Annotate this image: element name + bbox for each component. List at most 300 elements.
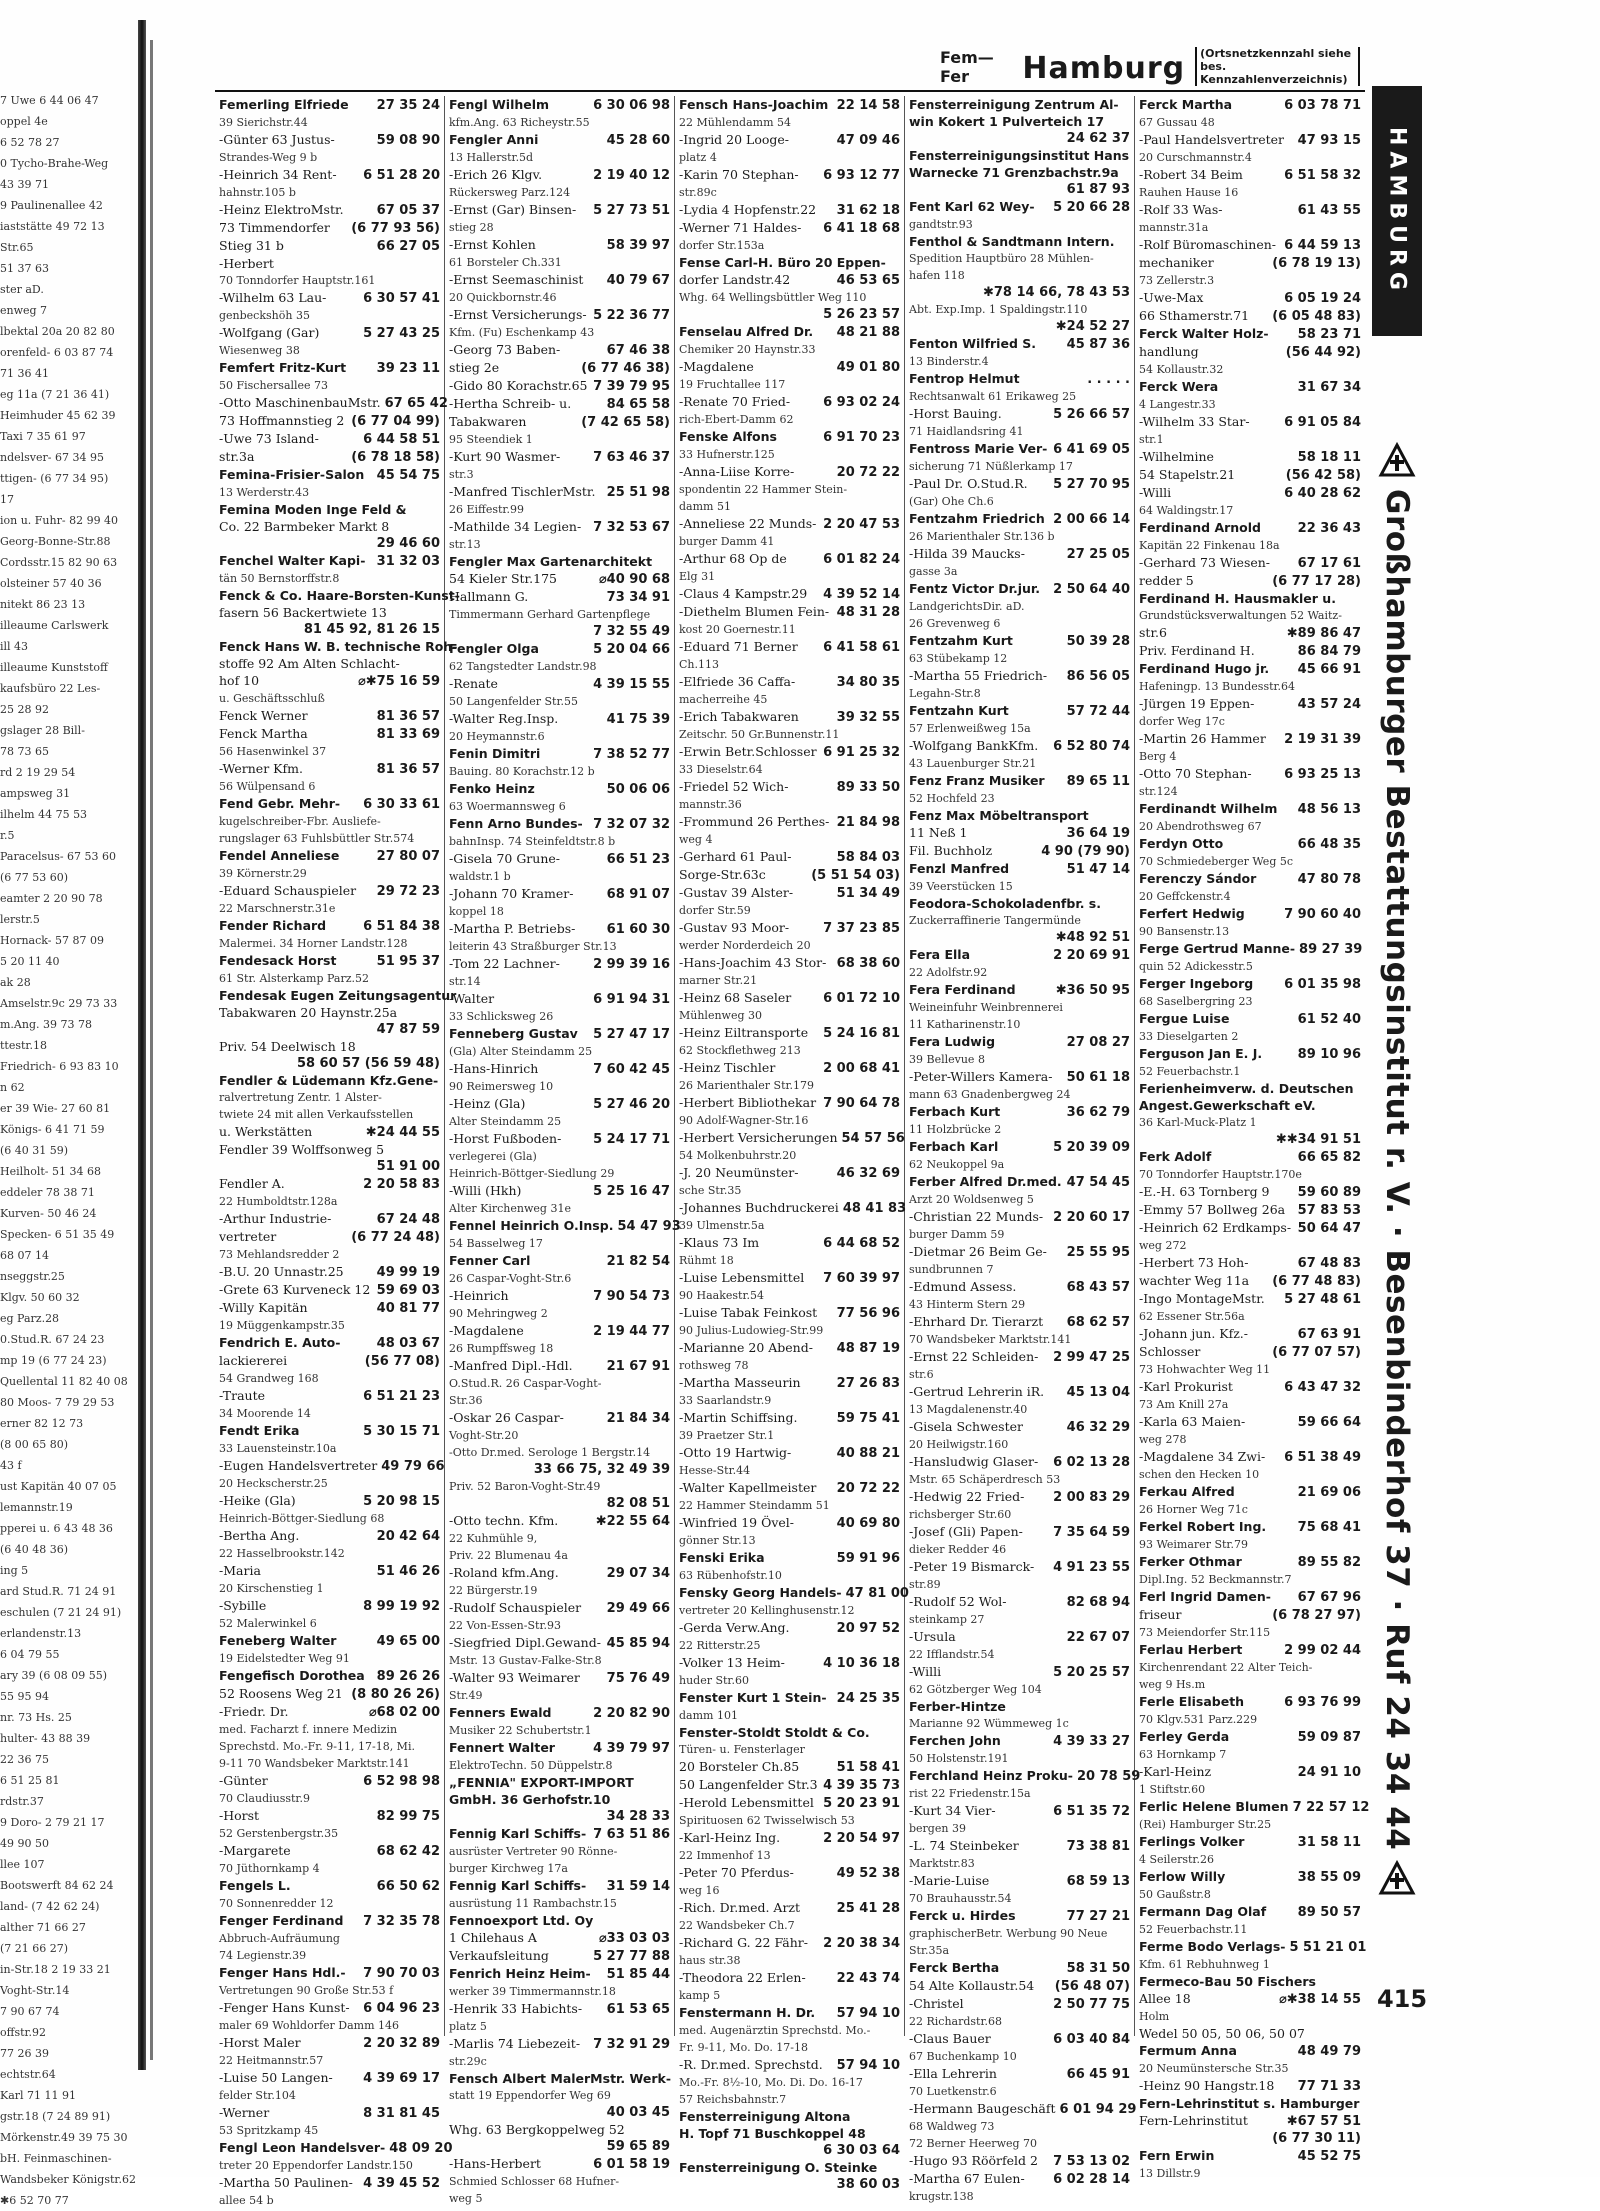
directory-entry <box>679 796 900 813</box>
margin-line: Taxi 7 35 61 97 <box>0 430 86 443</box>
entry-name: LandgerichtsDir. aD. <box>909 600 1025 613</box>
entry-name: 70 Brauhausstr.54 <box>909 1892 1012 1905</box>
directory-entry <box>449 990 670 1008</box>
margin-line: rd 2 19 29 54 <box>0 766 76 779</box>
entry-phone: 29 49 66 <box>606 1601 670 1616</box>
margin-line: eschulen (7 21 24 91) <box>0 1606 122 1619</box>
directory-entry <box>219 219 440 237</box>
directory-entry <box>449 2053 670 2070</box>
directory-entry <box>1139 1501 1361 1518</box>
entry-name: Ferchland Heinz Proku- <box>909 1768 1073 1783</box>
directory-entry <box>219 1790 440 1807</box>
directory-entry <box>679 1549 900 1567</box>
entry-phone: 5 51 21 01 <box>1289 1940 1367 1955</box>
directory-entry <box>1139 1148 1361 1166</box>
entry-name: -Otto 19 Hartwig- <box>679 1445 792 1460</box>
entry-name: 19 Fruchtallee 117 <box>679 378 786 391</box>
margin-line: Quellental 11 82 40 08 <box>0 1375 128 1388</box>
directory-entry <box>909 130 1130 147</box>
entry-name: 73 Meiendorfer Str.115 <box>1139 1626 1271 1639</box>
directory-entry <box>909 1348 1130 1366</box>
directory-entry <box>679 743 900 761</box>
directory-entry <box>219 2087 440 2104</box>
directory-entry <box>449 850 670 868</box>
directory-entry <box>219 672 440 690</box>
directory-entry <box>1139 1413 1361 1431</box>
directory-entry <box>449 324 670 341</box>
entry-phone: 50 39 28 <box>1066 634 1130 649</box>
directory-entry <box>909 1261 1130 1278</box>
directory-entry <box>1139 975 1361 993</box>
directory-entry <box>679 1269 900 1287</box>
entry-name: twiete 24 mit allen Verkaufsstellen <box>219 1108 414 1121</box>
directory-entry <box>219 2192 440 2209</box>
entry-phone: 46 32 69 <box>836 1166 900 1181</box>
entry-phone: (6 78 27 97) <box>1272 1608 1361 1623</box>
margin-line: (8 00 65 80) <box>0 1438 69 1451</box>
directory-entry <box>449 885 670 903</box>
entry-phone: 47 80 78 <box>1297 872 1361 887</box>
entry-name: 57 Erlenweißweg 15a <box>909 722 1031 735</box>
entry-name: Fengl Leon Handelsver- <box>219 2140 386 2155</box>
directory-entry <box>909 545 1130 563</box>
directory-entry <box>679 1339 900 1357</box>
directory-entry <box>219 1193 440 1210</box>
entry-phone: 47 81 00 <box>845 1586 909 1601</box>
entry-name: -Manfred TischlerMstr. <box>449 484 596 499</box>
entry-phone: 20 42 64 <box>376 1529 440 1544</box>
directory-entry <box>1139 1063 1361 1080</box>
entry-name: 22 Wandsbeker Ch.7 <box>679 1919 795 1932</box>
entry-name: 52 Malerwinkel 6 <box>219 1617 317 1630</box>
entry-name: 50 Langenfelder Str.3 <box>679 1777 818 1792</box>
directory-entry <box>679 866 900 884</box>
entry-name: -Heinz Tischler <box>679 1060 776 1075</box>
entry-phone: 7 90 70 03 <box>363 1966 440 1981</box>
entry-name: 20 Quickbornstr.46 <box>449 291 557 304</box>
header-city: Hamburg <box>1022 51 1186 86</box>
directory-entry <box>449 254 670 271</box>
entry-phone: 4 39 52 14 <box>823 587 900 602</box>
directory-entry <box>449 1530 670 1547</box>
entry-name: Ferdinand H. Hausmakler u. <box>1139 591 1336 606</box>
entry-name: Fr. 9-11, Mo. Do. 17-18 <box>679 2041 809 2054</box>
entry-name: Fent Karl 62 Wey- <box>909 199 1035 214</box>
entry-phone: 67 48 83 <box>1297 1256 1361 1271</box>
entry-name: -Grete 63 Kurveneck 12 <box>219 1282 371 1297</box>
directory-entry <box>909 981 1130 999</box>
entry-name: -Ernst Kohlen <box>449 237 536 252</box>
margin-line: ster aD. <box>0 283 44 296</box>
entry-name: 26 Caspar-Voght-Str.6 <box>449 1272 572 1285</box>
entry-phone: 2 20 69 91 <box>1053 948 1130 963</box>
margin-line: mp 19 (6 77 24 23) <box>0 1354 107 1367</box>
margin-line: r.5 <box>0 829 15 842</box>
directory-entry <box>1139 537 1361 554</box>
entry-name: -Ernst Seemaschinist <box>449 272 584 287</box>
directory-entry <box>449 1965 670 1983</box>
margin-line: illeaume Carlswerk <box>0 619 109 632</box>
entry-name: -Anneliese 22 Munds- <box>679 516 817 531</box>
entry-phone: 2 00 83 29 <box>1053 1490 1130 1505</box>
entry-name: -Gustav 39 Alster- <box>679 885 794 900</box>
directory-entry <box>219 1089 440 1106</box>
margin-line: 7 Uwe 6 44 06 47 <box>0 94 99 107</box>
directory-entry <box>449 903 670 920</box>
entry-phone: 2 20 58 83 <box>363 1177 440 1192</box>
entry-name: -Traute <box>219 1388 266 1403</box>
directory-entry <box>449 763 670 780</box>
margin-line: gslager 28 Bill- <box>0 724 85 737</box>
directory-entry <box>679 691 900 708</box>
entry-name: burger Damm 41 <box>679 535 775 548</box>
entry-name: Fenton Wilfried S. <box>909 336 1036 351</box>
directory-entry <box>909 1628 1130 1646</box>
entry-name: Fentrop Helmut <box>909 371 1020 386</box>
margin-line: llee 107 <box>0 1858 45 1871</box>
entry-phone: 20 72 22 <box>836 1481 900 1496</box>
entry-name: Fennoexport Ltd. Oy <box>449 1913 594 1928</box>
entry-name: werder Norderdeich 20 <box>679 939 811 952</box>
entry-phone: (6 77 93 56) <box>351 221 440 236</box>
entry-name: 54 Kollaustr.32 <box>1139 363 1224 376</box>
entry-name: Ferdinandt Wilhelm <box>1139 801 1278 816</box>
entry-name: 20 Neumünstersche Str.35 <box>1139 2062 1289 2075</box>
entry-phone: 77 56 96 <box>836 1306 900 1321</box>
directory-entry <box>1139 1536 1361 1553</box>
directory-entry <box>449 1252 670 1270</box>
directory-entry <box>1139 1588 1361 1606</box>
directory-entry <box>219 501 440 518</box>
entry-phone: 6 01 72 10 <box>823 991 900 1006</box>
entry-phone: 49 99 19 <box>376 1265 440 1280</box>
entry-name: kamp 5 <box>679 1989 721 2002</box>
entry-phone: 36 64 19 <box>1066 826 1130 841</box>
entry-name: -Johannes Buchdruckerei <box>679 1200 839 1215</box>
directory-entry <box>449 1392 670 1409</box>
entry-name: Fenster-Stoldt Stoldt & Co. <box>679 1725 870 1740</box>
directory-entry <box>909 440 1130 458</box>
directory-entry <box>449 201 670 219</box>
directory-entry <box>909 2118 1130 2135</box>
margin-line: Paracelsus- 67 53 60 <box>0 850 117 863</box>
margin-line: Heilholt- 51 34 68 <box>0 1165 101 1178</box>
entry-phone: 6 01 58 19 <box>593 2157 670 2172</box>
entry-name: -Peter-Willers Kamera- <box>909 1069 1053 1084</box>
margin-line: orenfeld- 6 03 87 74 <box>0 346 114 359</box>
entry-phone: 6 93 12 77 <box>823 168 900 183</box>
entry-name: Str.35a <box>909 1944 950 1957</box>
entry-name: -Luise Tabak Feinkost <box>679 1305 818 1320</box>
entry-name: burger Kirchweg 17a <box>449 1862 568 1875</box>
directory-entry <box>449 1877 670 1895</box>
entry-name: Fengler Olga <box>449 641 539 656</box>
entry-name: Fensterreinigungsinstitut Hans <box>909 148 1130 163</box>
entry-name: -Wilhelmine <box>1139 449 1214 464</box>
entry-name: Ferger Ingeborg <box>1139 976 1254 991</box>
directory-entry <box>219 1457 445 1475</box>
entry-name: (Gla) Alter Steindamm 25 <box>449 1045 593 1058</box>
entry-name: 73 Hoffmannstieg 2 <box>219 413 345 428</box>
margin-line: in-Str.18 2 19 33 21 <box>0 1963 111 1976</box>
entry-name: 34 Moorende 14 <box>219 1407 311 1420</box>
directory-entry <box>219 1038 440 1055</box>
directory-entry <box>1139 590 1361 607</box>
entry-phone: 5 20 66 28 <box>1053 200 1130 215</box>
directory-entry <box>449 149 670 166</box>
directory-entry <box>1139 343 1361 361</box>
directory-entry <box>449 96 670 114</box>
entry-phone: 20 78 59 <box>1076 1769 1141 1784</box>
directory-entry <box>1139 1886 1361 1903</box>
directory-entry <box>449 1652 670 1669</box>
directory-entry <box>449 166 670 184</box>
entry-phone: 7 60 39 97 <box>823 1271 900 1286</box>
entry-phone: 89 26 26 <box>376 1669 440 1684</box>
directory-entry <box>679 1234 900 1252</box>
directory-entry <box>909 946 1130 964</box>
entry-phone: 43 57 24 <box>1297 697 1361 712</box>
directory-entry <box>219 587 460 604</box>
entry-name: weg 4 <box>679 833 713 846</box>
entry-phone: 6 30 33 61 <box>363 797 440 812</box>
directory-entry <box>679 585 900 603</box>
margin-line: 0.Stud.R. 67 24 23 <box>0 1333 105 1346</box>
entry-name: -Heinz Eiltransporte <box>679 1025 809 1040</box>
entry-name: 72 Berner Heerweg 70 <box>909 2137 1038 2150</box>
entry-name: schen den Hecken 10 <box>1139 1468 1260 1481</box>
entry-name: Priv. Ferdinand H. <box>1139 643 1255 658</box>
entry-name: ausrüstung 11 Rambachstr.15 <box>449 1897 617 1910</box>
entry-name: leiterin 43 Straßburger Str.13 <box>449 940 617 953</box>
entry-name: -Gerhard 61 Paul- <box>679 849 792 864</box>
entry-name: 70 Jüthornkamp 4 <box>219 1862 320 1875</box>
entry-name: 57 Reichsbahnstr.7 <box>679 2093 787 2106</box>
entry-name: -Walter Kapellmeister <box>679 1480 817 1495</box>
margin-line: ard Stud.R. 71 24 91 <box>0 1585 117 1598</box>
entry-phone: 6 44 68 52 <box>823 1236 900 1251</box>
entry-name: 20 Abendrothsweg 67 <box>1139 820 1262 833</box>
margin-line: ak 28 <box>0 976 31 989</box>
margin-line: ust Kapitän 40 07 05 <box>0 1480 117 1493</box>
directory-entry <box>219 743 440 760</box>
entry-phone: 47 54 45 <box>1066 1175 1130 1190</box>
entry-name: 54 Kieler Str.175 <box>449 571 557 586</box>
directory-entry <box>1139 1711 1361 1728</box>
margin-line: Kurven- 50 46 24 <box>0 1207 97 1220</box>
directory-entry <box>909 1523 1130 1541</box>
directory-entry <box>219 1440 440 1457</box>
margin-line: Georg-Bonne-Str.88 <box>0 535 111 548</box>
entry-name: 1 Stiftstr.60 <box>1139 1783 1206 1796</box>
entry-phone: 51 85 44 <box>606 1967 670 1982</box>
entry-phone: 25 55 95 <box>1066 1245 1130 1260</box>
entry-name: 62 Neukoppel 9a <box>909 1158 1005 1171</box>
directory-entry <box>219 1982 440 1999</box>
directory-entry <box>219 1912 440 1930</box>
entry-name: -Heinrich 34 Rent- <box>219 167 337 182</box>
entry-phone: 73 34 91 <box>606 590 670 605</box>
directory-entry <box>909 1785 1130 1802</box>
entry-name: 56 Hasenwinkel 37 <box>219 745 327 758</box>
margin-line: 9 Paulinenallee 42 <box>0 199 103 212</box>
entry-name: treter 20 Eppendorfer Landstr.150 <box>219 2159 413 2172</box>
directory-entry <box>909 1942 1130 1959</box>
entry-phone: 6 30 03 64 <box>823 2143 900 2158</box>
entry-phone: 7 32 55 49 <box>593 624 670 639</box>
entry-name: stoffe 92 Am Alten Schlacht- <box>219 656 400 671</box>
entry-name: Fensterreinigung Altona <box>679 2109 851 2124</box>
directory-entry <box>1139 448 1361 466</box>
directory-entry <box>909 2030 1130 2048</box>
margin-line: Bootswerft 84 62 24 <box>0 1879 114 1892</box>
entry-phone: 31 32 03 <box>376 554 440 569</box>
entry-phone: 5 27 47 17 <box>593 1027 670 1042</box>
entry-phone: 31 59 14 <box>606 1879 670 1894</box>
entry-phone: 39 23 11 <box>376 361 440 376</box>
entry-name: -Ursula <box>909 1629 956 1644</box>
entry-name: Fennel Heinrich O.Insp. <box>449 1218 614 1233</box>
entry-name: Fermum Anna <box>1139 2043 1237 2058</box>
entry-name: Fenrich Heinz Heim- <box>449 1966 591 1981</box>
entry-name: Fenko Heinz <box>449 781 535 796</box>
entry-name: -Wilhelm 33 Star- <box>1139 414 1250 429</box>
entry-phone: 7 35 64 59 <box>1053 1525 1130 1540</box>
entry-name: Ferck Wera <box>1139 379 1219 394</box>
entry-name: Fera Ludwig <box>909 1034 996 1049</box>
margin-line: Friedrich- 6 93 83 10 <box>0 1060 119 1073</box>
entry-phone: 6 41 69 05 <box>1053 442 1130 457</box>
directory-entry <box>679 2056 900 2074</box>
entry-phone: 5 22 36 77 <box>593 308 670 323</box>
margin-line: oppel 4e <box>0 115 48 128</box>
directory-entry <box>219 1492 440 1510</box>
directory-entry <box>679 550 900 568</box>
directory-entry <box>909 198 1130 216</box>
directory-entry <box>909 2135 1130 2152</box>
entry-name: Kfm. (Fu) Eschenkamp 43 <box>449 326 595 339</box>
entry-phone: 31 62 18 <box>836 203 900 218</box>
entry-name: 39 Ulmenstr.5a <box>679 1219 765 1232</box>
entry-name: 22 Immenhof 13 <box>679 1849 771 1862</box>
directory-entry <box>909 1418 1130 1436</box>
entry-name: -Willi <box>909 1664 942 1679</box>
entry-name: 26 Horner Weg 71c <box>1139 1503 1248 1516</box>
directory-entry <box>909 1383 1130 1401</box>
directory-entry <box>909 1278 1130 1296</box>
entry-name: Zuckerraffinerie Tangermünde <box>909 914 1081 927</box>
directory-entry <box>679 481 900 498</box>
entry-name: Fendt Erika <box>219 1423 300 1438</box>
directory-entry <box>1139 1308 1361 1325</box>
margin-line: echtstr.64 <box>0 2068 56 2081</box>
directory-entry <box>219 1877 440 1895</box>
entry-name: 22 Mühlendamm 54 <box>679 116 791 129</box>
entry-name: -Mathilde 34 Legien- <box>449 519 582 534</box>
directory-entry <box>909 335 1130 353</box>
entry-phone: 2 19 44 77 <box>593 1324 670 1339</box>
entry-name: Ferge Gertrud Manne- <box>1139 941 1296 956</box>
entry-name: Allee 18 <box>1139 1991 1191 2006</box>
margin-line: rdstr.37 <box>0 1795 44 1808</box>
directory-entry <box>449 1808 670 1825</box>
entry-name: 63 Woermannsweg 6 <box>449 800 566 813</box>
directory-entry <box>679 1707 900 1724</box>
directory-entry <box>219 1580 440 1597</box>
entry-phone: 6 41 58 61 <box>823 640 900 655</box>
directory-entry <box>909 1453 1130 1471</box>
directory-entry <box>909 475 1130 493</box>
directory-entry <box>449 2035 670 2053</box>
entry-phone: 5 20 98 15 <box>363 1494 440 1509</box>
directory-entry <box>449 114 670 131</box>
entry-name: 54 Molkenbuhrstr.20 <box>679 1149 797 1162</box>
entry-name: Hesse-Str.44 <box>679 1464 751 1477</box>
entry-phone: 66 27 05 <box>376 239 440 254</box>
entry-phone: 59 66 64 <box>1297 1415 1361 1430</box>
directory-entry <box>1139 1990 1361 2008</box>
entry-phone: 45 66 91 <box>1297 662 1361 677</box>
directory-entry <box>219 1021 440 1038</box>
header-note-line1: (Ortsnetzkennzahl siehe <box>1200 47 1352 60</box>
entry-phone: 61 53 65 <box>606 2002 670 2017</box>
entry-phone: 89 10 96 <box>1297 1047 1361 1062</box>
directory-entry <box>219 970 440 987</box>
directory-entry <box>449 1130 670 1148</box>
entry-name: 54 Grandweg 168 <box>219 1372 319 1385</box>
entry-name: Wiesenweg 38 <box>219 344 300 357</box>
directory-entry <box>449 815 670 833</box>
entry-name: -Siegfried Dipl.Gewand- <box>449 1635 601 1650</box>
directory-entry <box>679 1024 900 1042</box>
directory-entry <box>219 535 440 552</box>
entry-phone: 89 65 11 <box>1066 774 1130 789</box>
entry-name: sicherung 71 Nüßlerkamp 17 <box>909 460 1073 473</box>
entry-name: werker 39 Timmermannstr.18 <box>449 1985 616 1998</box>
entry-name: Ferbach Kurt <box>909 1104 1001 1119</box>
entry-name: -Robert 34 Beim <box>1139 167 1243 182</box>
directory-entry <box>909 2170 1130 2188</box>
directory-entry <box>219 1685 440 1703</box>
entry-phone: 6 93 76 99 <box>1284 1695 1361 1710</box>
directory-entry <box>1139 870 1361 888</box>
entry-phone: 67 67 96 <box>1297 1590 1361 1605</box>
entry-phone: 2 00 68 41 <box>823 1061 900 1076</box>
directory-entry <box>219 1405 440 1422</box>
entry-phone: 66 48 35 <box>1297 837 1361 852</box>
margin-line: alther 71 66 27 <box>0 1921 86 1934</box>
entry-name: 33 Dieselstr.64 <box>679 763 763 776</box>
entry-name: Fentross Marie Ver- <box>909 441 1048 456</box>
entry-name: Ferbach Karl <box>909 1139 999 1154</box>
directory-entry <box>909 1837 1130 1855</box>
margin-line: land- (7 42 62 24) <box>0 1900 100 1913</box>
entry-name: Ferck u. Hirdes <box>909 1908 1016 1923</box>
directory-entry <box>219 359 440 377</box>
directory-entry <box>219 638 458 655</box>
directory-entry <box>679 1427 900 1444</box>
directory-entry <box>909 999 1130 1016</box>
entry-phone: 68 62 42 <box>376 1844 440 1859</box>
directory-entry <box>449 728 670 745</box>
entry-name: platz 5 <box>449 2020 487 2033</box>
entry-phone: (6 77 07 57) <box>1272 1345 1361 1360</box>
entry-phone: (56 44 92) <box>1285 345 1361 360</box>
entry-name: weg 5 <box>449 2192 483 2205</box>
directory-entry <box>679 446 900 463</box>
entry-phone: (8 80 26 26) <box>351 1687 440 1702</box>
directory-entry <box>1139 1868 1361 1886</box>
